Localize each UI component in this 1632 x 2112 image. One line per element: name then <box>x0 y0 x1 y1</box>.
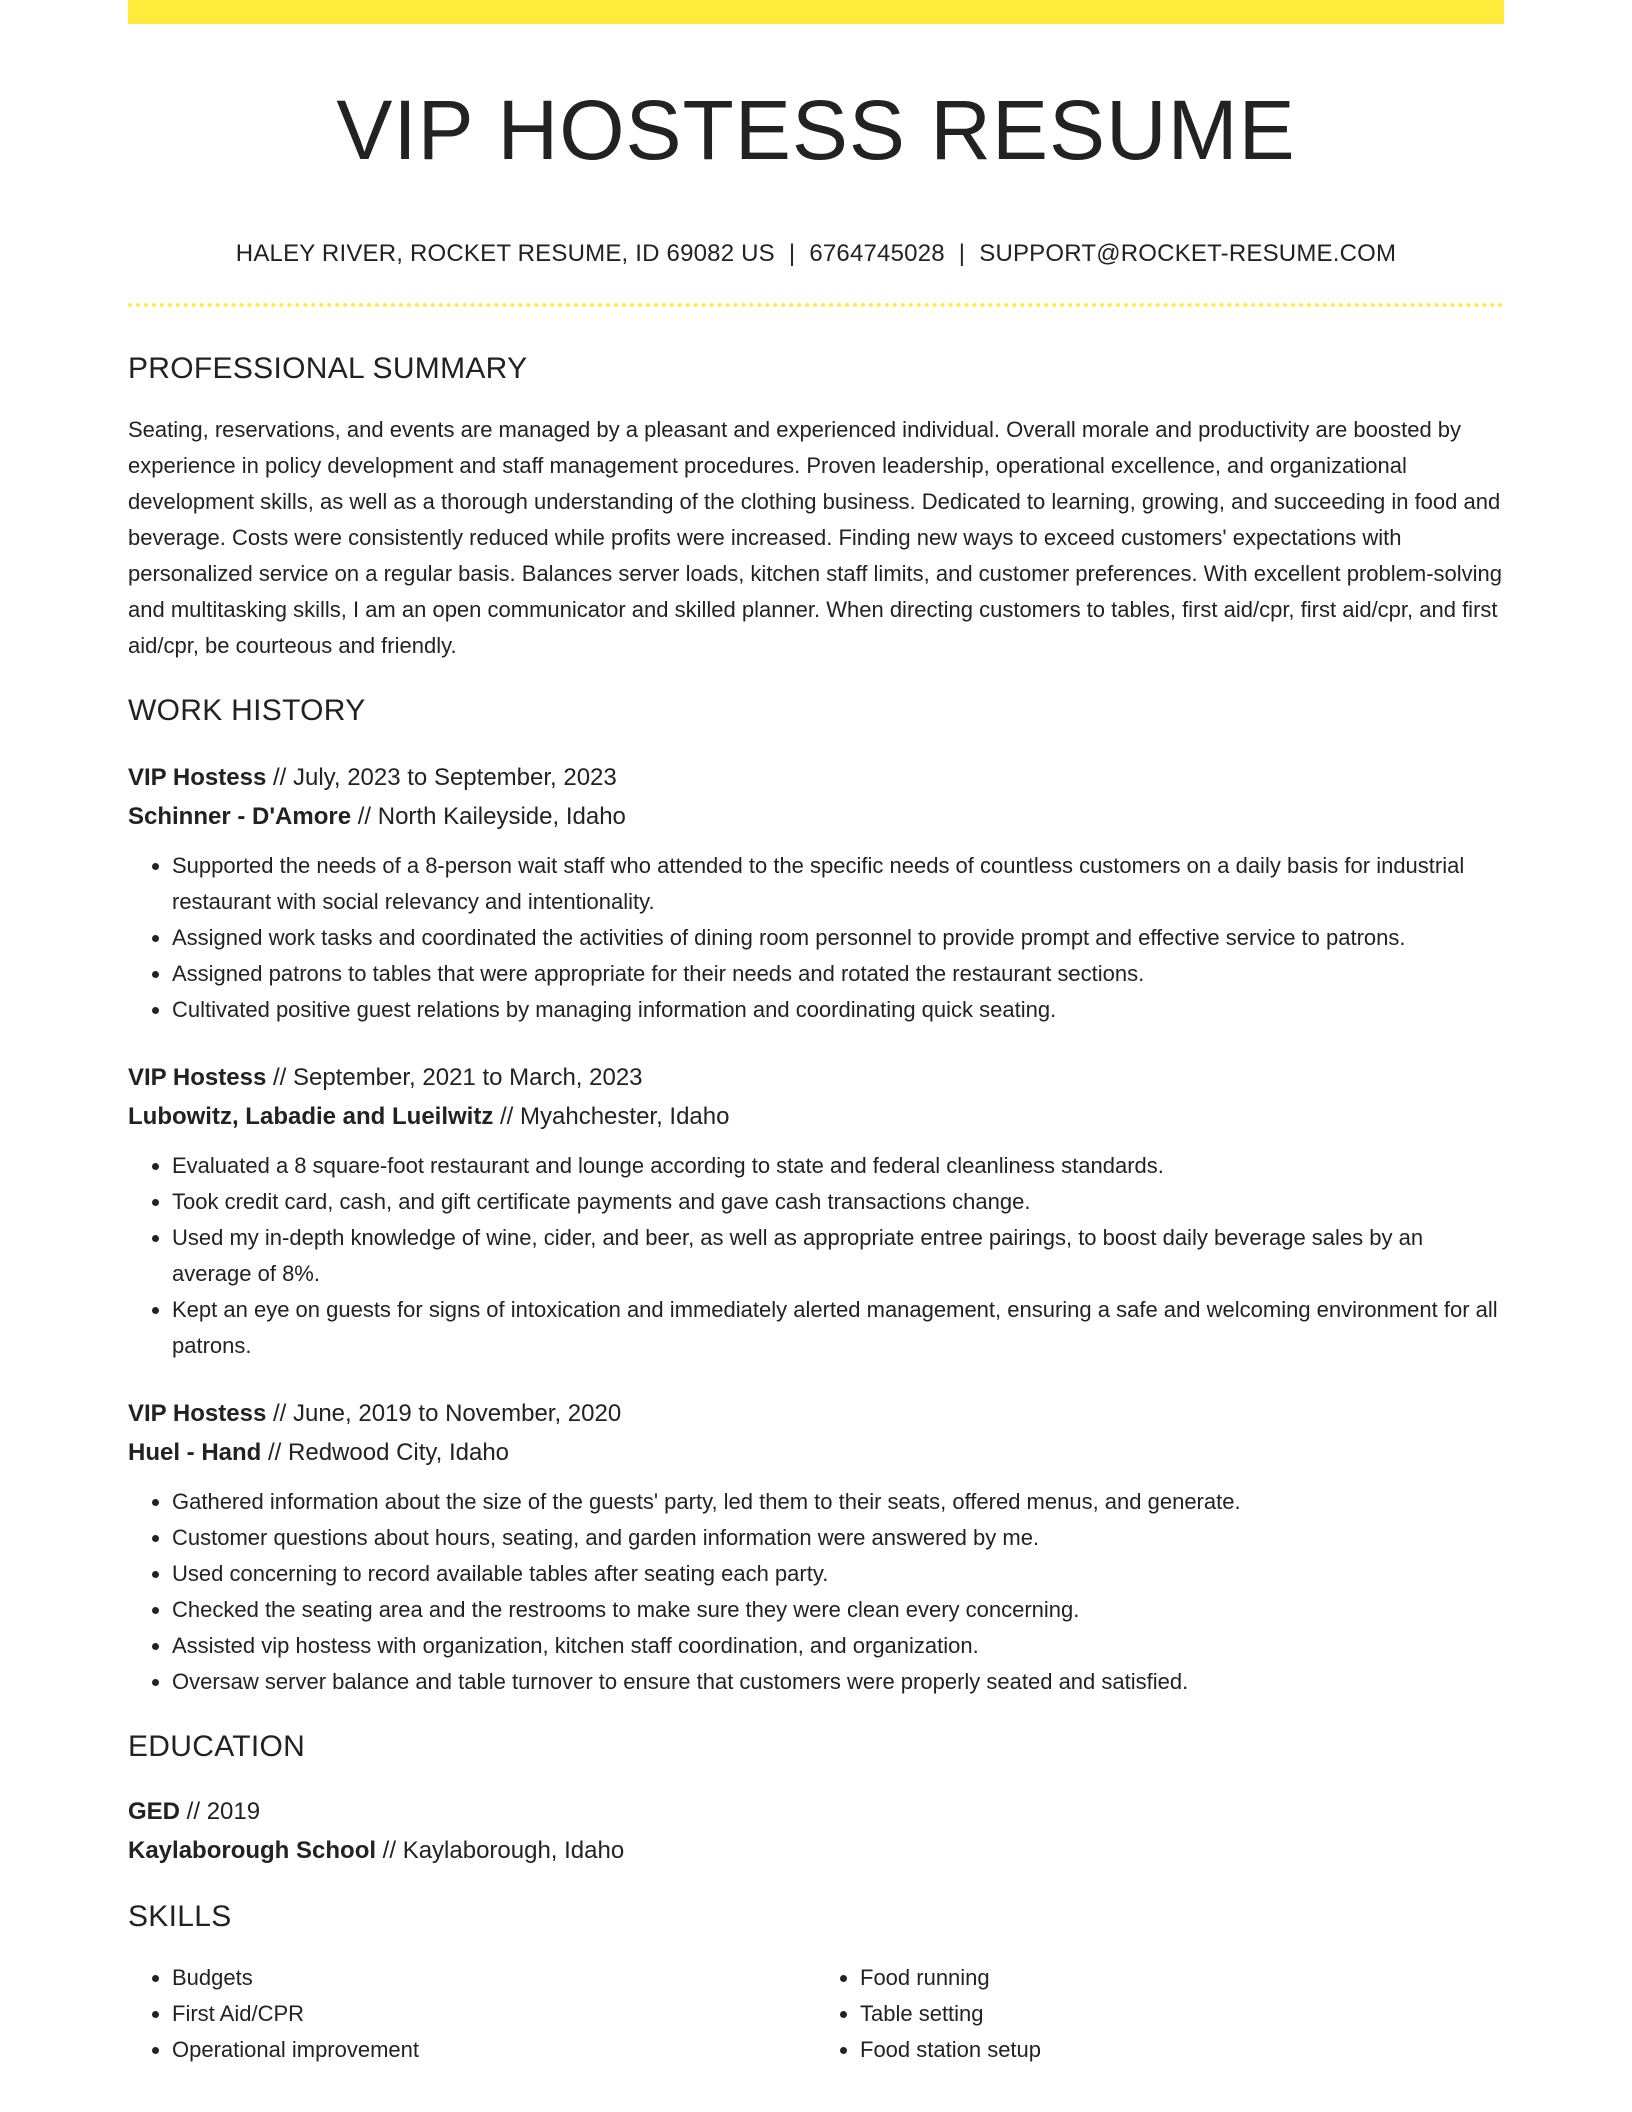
contact-phone: 6764745028 <box>809 240 945 268</box>
skills-column-left <box>128 1960 816 2068</box>
job-bullet: • Assigned patrons to tables that were appropriate for their needs and rotated the restaurant sections. <box>172 956 1504 992</box>
resume-page <box>128 0 1504 2068</box>
job-title: VIP Hostess <box>128 1400 267 1428</box>
job-bullet: • Assigned work tasks and coordinated the activities of dining room personnel to provide prompt and effective service to patrons. <box>172 920 1504 956</box>
job-dates: // June, 2019 to November, 2020 <box>266 1400 622 1428</box>
job-bullets <box>128 848 1504 1028</box>
job-location: // Myahchester, Idaho <box>493 1103 730 1131</box>
job-location: // North Kaileyside, Idaho <box>351 803 626 831</box>
job-title: VIP Hostess <box>128 1064 267 1092</box>
job-bullet: • Took credit card, cash, and gift certificate payments and gave cash transactions change. <box>172 1184 1504 1220</box>
job-company-line <box>128 1433 1504 1472</box>
job-bullet: • Customer questions about hours, seating, and garden information were answered by me. <box>172 1520 1504 1556</box>
contact-email: SUPPORT@ROCKET-RESUME.COM <box>979 240 1397 268</box>
education-location: // Kaylaborough, Idaho <box>376 1837 625 1865</box>
job-entry <box>128 1394 1504 1700</box>
dotted-divider <box>128 303 1504 307</box>
skills-heading: SKILLS <box>128 1900 232 1934</box>
education-degree: GED <box>128 1798 181 1826</box>
accent-top-bar <box>128 0 1504 24</box>
skill-item: • Food running <box>860 1960 1504 1996</box>
job-bullets <box>128 1148 1504 1364</box>
skill-item: • Operational improvement <box>172 2032 816 2068</box>
job-company: Huel - Hand <box>128 1439 262 1467</box>
contact-line <box>128 240 1504 268</box>
summary-text: Seating, reservations, and events are managed by a pleasant and experienced individual. Overall morale and productivity are boosted by experience in policy development and staff management procedures. Proven leadership, operational excellence, and organizational development skills, as well as a thorough understanding of the clothing business. Dedicated to learning, growing, and succeeding in food and beverage. Costs were consistently reduced while profits were increased. Finding new ways to exceed customers' expectations with personalized service on a regular basis. Balances server loads, kitchen staff limits, and customer preferences. With excellent problem-solving and multitasking skills, I am an open communicator and skilled planner. When directing customers to tables, first aid/cpr, first aid/cpr, and first aid/cpr, be courteous and friendly. <box>128 417 1503 659</box>
job-bullet: • Gathered information about the size of the guests' party, led them to their seats, offered menus, and generate. <box>172 1484 1504 1520</box>
job-bullet: • Used my in-depth knowledge of wine, cider, and beer, as well as appropriate entree pairings, to boost daily beverage sales by an average of 8%. <box>172 1220 1504 1292</box>
skill-item: • Budgets <box>172 1960 816 1996</box>
job-company-line <box>128 797 1504 836</box>
job-dates: // July, 2023 to September, 2023 <box>266 764 617 792</box>
job-bullet: • Assisted vip hostess with organization, kitchen staff coordination, and organization. <box>172 1628 1504 1664</box>
job-title-line <box>128 1058 1504 1097</box>
work-history-heading: WORK HISTORY <box>128 694 366 728</box>
education-degree-line <box>128 1792 1504 1831</box>
job-company: Schinner - D'Amore <box>128 803 352 831</box>
contact-separator: | <box>958 240 966 268</box>
job-dates: // September, 2021 to March, 2023 <box>266 1064 643 1092</box>
skill-item: • Food station setup <box>860 2032 1504 2068</box>
education-school: Kaylaborough School <box>128 1837 377 1865</box>
contact-separator: | <box>788 240 796 268</box>
job-location: // Redwood City, Idaho <box>261 1439 510 1467</box>
job-entry <box>128 758 1504 1028</box>
education-heading: EDUCATION <box>128 1730 306 1764</box>
resume-title: VIP HOSTESS RESUME <box>336 83 1296 177</box>
contact-address: HALEY RIVER, ROCKET RESUME, ID 69082 US <box>235 240 775 268</box>
job-bullet: • Used concerning to record available tables after seating each party. <box>172 1556 1504 1592</box>
education-entry <box>128 1792 1504 1870</box>
job-bullet: • Checked the seating area and the restrooms to make sure they were clean every concerning. <box>172 1592 1504 1628</box>
job-entry <box>128 1058 1504 1364</box>
job-title: VIP Hostess <box>128 764 267 792</box>
job-bullet: • Evaluated a 8 square-foot restaurant and lounge according to state and federal cleanliness standards. <box>172 1148 1504 1184</box>
job-bullet: • Kept an eye on guests for signs of intoxication and immediately alerted management, ensuring a safe and welcoming environment for all patrons. <box>172 1292 1504 1364</box>
skills-column-right <box>816 1960 1504 2068</box>
summary-heading: PROFESSIONAL SUMMARY <box>128 352 528 386</box>
job-company-line <box>128 1097 1504 1136</box>
job-bullet: • Supported the needs of a 8-person wait staff who attended to the specific needs of countless customers on a daily basis for industrial restaurant with social relevancy and intentionality. <box>172 848 1504 920</box>
job-bullets <box>128 1484 1504 1700</box>
job-title-line <box>128 758 1504 797</box>
job-bullet: • Oversaw server balance and table turnover to ensure that customers were properly seated and satisfied. <box>172 1664 1504 1700</box>
education-year: // 2019 <box>180 1798 261 1826</box>
job-company: Lubowitz, Labadie and Lueilwitz <box>128 1103 494 1131</box>
education-school-line <box>128 1831 1504 1870</box>
skills-list <box>128 1960 1504 2068</box>
job-title-line <box>128 1394 1504 1433</box>
skill-item: • First Aid/CPR <box>172 1996 816 2032</box>
job-bullet: • Cultivated positive guest relations by managing information and coordinating quick seating. <box>172 992 1504 1028</box>
skill-item: • Table setting <box>860 1996 1504 2032</box>
